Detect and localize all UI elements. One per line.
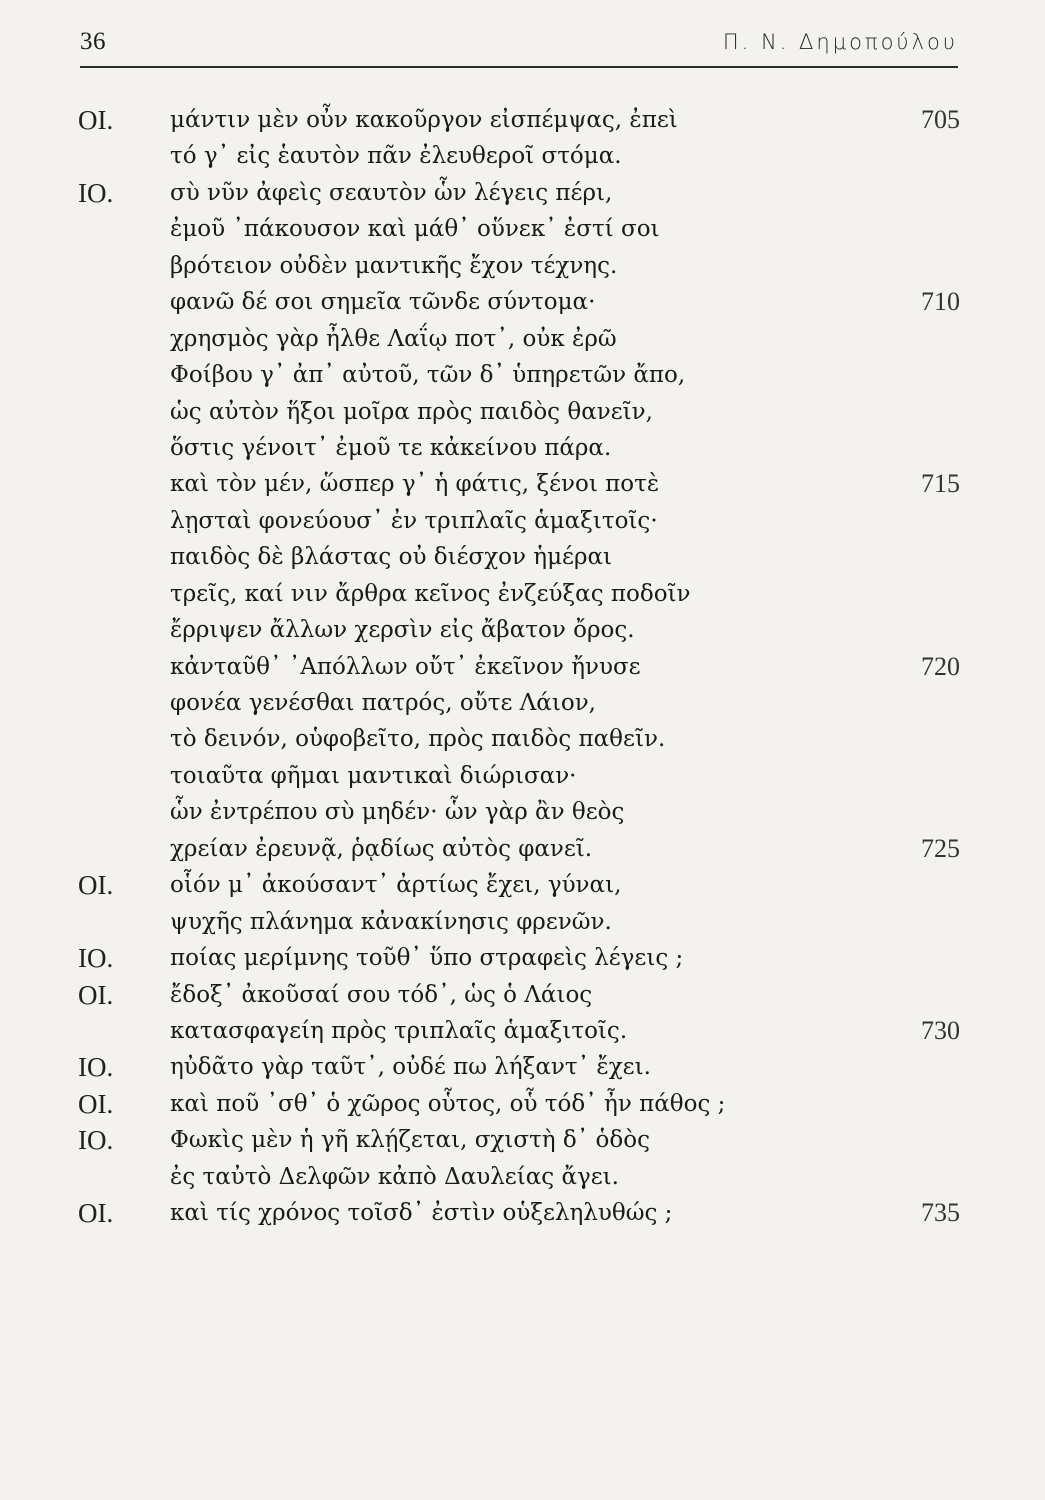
- verse-line: [78, 211, 970, 247]
- verse-line: [78, 539, 970, 575]
- verse-text: οἷόν μ᾽ ἀκούσαντ᾽ ἀρτίως ἔχει, γύναι,: [170, 872, 622, 899]
- verse-line: [78, 721, 970, 757]
- speaker-label: ΙΟ.: [78, 1052, 114, 1083]
- verse-text: κἀνταῦθ᾽ ᾽Απόλλων οὔτ᾽ ἐκεῖνον ἤνυσε: [170, 653, 641, 680]
- verse-text: τὸ δεινόν, οὑφοβεῖτο, πρὸς παιδὸς παθεῖν.: [170, 726, 666, 753]
- verse-line: [78, 248, 970, 284]
- verse-text: τρεῖς, καί νιν ἄρθρα κεῖνος ἐνζεύξας ποδοῖν: [170, 580, 691, 607]
- verse-line: [78, 977, 970, 1013]
- speaker-label: ΟΙ.: [78, 870, 114, 901]
- verse-line: [78, 1195, 970, 1231]
- verse-text: λῃσταὶ φονεύουσ᾽ ἐν τριπλαῖς ἁμαξιτοῖς·: [170, 507, 658, 534]
- verse-line: [78, 357, 970, 393]
- line-number: 715: [921, 469, 960, 499]
- verse-block: [78, 102, 970, 1232]
- line-number: 735: [921, 1198, 960, 1228]
- line-number: 730: [921, 1015, 960, 1045]
- verse-line: [78, 576, 970, 612]
- line-number: 725: [921, 833, 960, 863]
- verse-text: χρησμὸς γὰρ ἦλθε Λαΐῳ ποτ᾽, οὐκ ἐρῶ: [170, 325, 617, 352]
- verse-line: [78, 430, 970, 466]
- verse-text: καὶ τὸν μέν, ὥσπερ γ᾽ ἡ φάτις, ξένοι ποτὲ: [170, 471, 660, 498]
- verse-text: Φωκὶς μὲν ἡ γῆ κλῄζεται, σχιστὴ δ᾽ ὁδὸς: [170, 1127, 650, 1154]
- speaker-label: ΟΙ.: [78, 1088, 114, 1119]
- verse-line: [78, 867, 970, 903]
- header-rule: [80, 66, 958, 68]
- verse-text: παιδὸς δὲ βλάστας οὐ διέσχον ἡμέραι: [170, 544, 613, 571]
- speaker-label: ΟΙ.: [78, 105, 114, 135]
- verse-text: φανῶ δέ σοι σημεῖα τῶνδε σύντομα·: [170, 289, 596, 316]
- verse-text: τό γ᾽ εἰς ἑαυτὸν πᾶν ἐλευθεροῖ στόμα.: [170, 143, 622, 170]
- verse-text: ἐς ταὐτὸ Δελφῶν κἀπὸ Δαυλείας ἄγει.: [170, 1163, 619, 1190]
- verse-text: τοιαῦτα φῆμαι μαντικαὶ διώρισαν·: [170, 762, 577, 789]
- verse-line: [78, 649, 970, 685]
- verse-line: [78, 175, 970, 211]
- verse-text: Φοίβου γ᾽ ἀπ᾽ αὐτοῦ, τῶν δ᾽ ὑπηρετῶν ἄπο,: [170, 362, 686, 389]
- verse-line: [78, 503, 970, 539]
- verse-text: ὅστις γένοιτ᾽ ἐμοῦ τε κἀκείνου πάρα.: [170, 434, 612, 461]
- verse-text: ποίας μερίμνης τοῦθ᾽ ὕπο στραφεὶς λέγεις ;: [170, 945, 684, 972]
- verse-line: [78, 102, 970, 138]
- speaker-label: ΟΙ.: [78, 979, 114, 1010]
- verse-text: ὡς αὐτὸν ἥξοι μοῖρα πρὸς παιδὸς θανεῖν,: [170, 398, 653, 425]
- verse-line: [78, 940, 970, 976]
- page-header: [80, 28, 958, 64]
- page-number: 36: [80, 28, 106, 55]
- line-number: 720: [921, 651, 960, 681]
- verse-line: [78, 321, 970, 357]
- verse-text: κατασφαγείη πρὸς τριπλαῖς ἁμαξιτοῖς.: [170, 1017, 628, 1044]
- verse-line: [78, 138, 970, 174]
- line-number: 705: [921, 105, 960, 134]
- verse-text: ηὐδᾶτο γὰρ ταῦτ᾽, οὐδέ πω λήξαντ᾽ ἔχει.: [170, 1054, 651, 1081]
- speaker-label: ΙΟ.: [78, 943, 114, 974]
- verse-line: [78, 831, 970, 867]
- verse-line: [78, 758, 970, 794]
- verse-line: [78, 394, 970, 430]
- verse-text: ὧν ἐντρέπου σὺ μηδέν· ὧν γὰρ ἂν θεὸς: [170, 799, 625, 826]
- verse-line: [78, 685, 970, 721]
- verse-line: [78, 1086, 970, 1122]
- verse-text: χρείαν ἐρευνᾷ, ῥᾳδίως αὐτὸς φανεῖ.: [170, 835, 593, 862]
- verse-text: φονέα γενέσθαι πατρός, οὔτε Λάιον,: [170, 690, 596, 716]
- verse-text: μάντιν μὲν οὖν κακοῦργον εἰσπέμψας, ἐπεὶ: [170, 107, 678, 133]
- speaker-label: ΟΙ.: [78, 1198, 114, 1229]
- verse-line: [78, 284, 970, 320]
- verse-line: [78, 794, 970, 830]
- verse-text: ἔρριψεν ἄλλων χερσὶν εἰς ἄβατον ὄρος.: [170, 617, 635, 644]
- verse-line: [78, 904, 970, 940]
- speaker-label: ΙΟ.: [78, 177, 114, 208]
- verse-line: [78, 1122, 970, 1158]
- verse-text: καὶ τίς χρόνος τοῖσδ᾽ ἐστὶν οὑξεληλυθώς ;: [170, 1200, 673, 1227]
- verse-text: ἔδοξ᾽ ἀκοῦσαί σου τόδ᾽, ὡς ὁ Λάιος: [170, 981, 593, 1008]
- verse-text: ψυχῆς πλάνημα κἀνακίνησις φρενῶν.: [170, 908, 612, 935]
- verse-line: [78, 612, 970, 648]
- verse-text: σὺ νῦν ἀφεὶς σεαυτὸν ὧν λέγεις πέρι,: [170, 179, 613, 206]
- verse-line: [78, 1049, 970, 1085]
- verse-line: [78, 1159, 970, 1195]
- verse-text: καὶ ποῦ ᾽σθ᾽ ὁ χῶρος οὗτος, οὗ τόδ᾽ ἦν πάθος ;: [170, 1090, 726, 1117]
- line-number: 710: [921, 287, 960, 317]
- verse-text: βρότειον οὐδὲν μαντικῆς ἔχον τέχνης.: [170, 252, 618, 279]
- verse-line: [78, 466, 970, 502]
- verse-line: [78, 1013, 970, 1049]
- verse-text: ἐμοῦ ᾽πάκουσον καὶ μάθ᾽ οὕνεκ᾽ ἐστί σοι: [170, 216, 660, 243]
- running-head: Π. Ν. Δημοπούλου: [722, 30, 958, 54]
- speaker-label: ΙΟ.: [78, 1125, 114, 1156]
